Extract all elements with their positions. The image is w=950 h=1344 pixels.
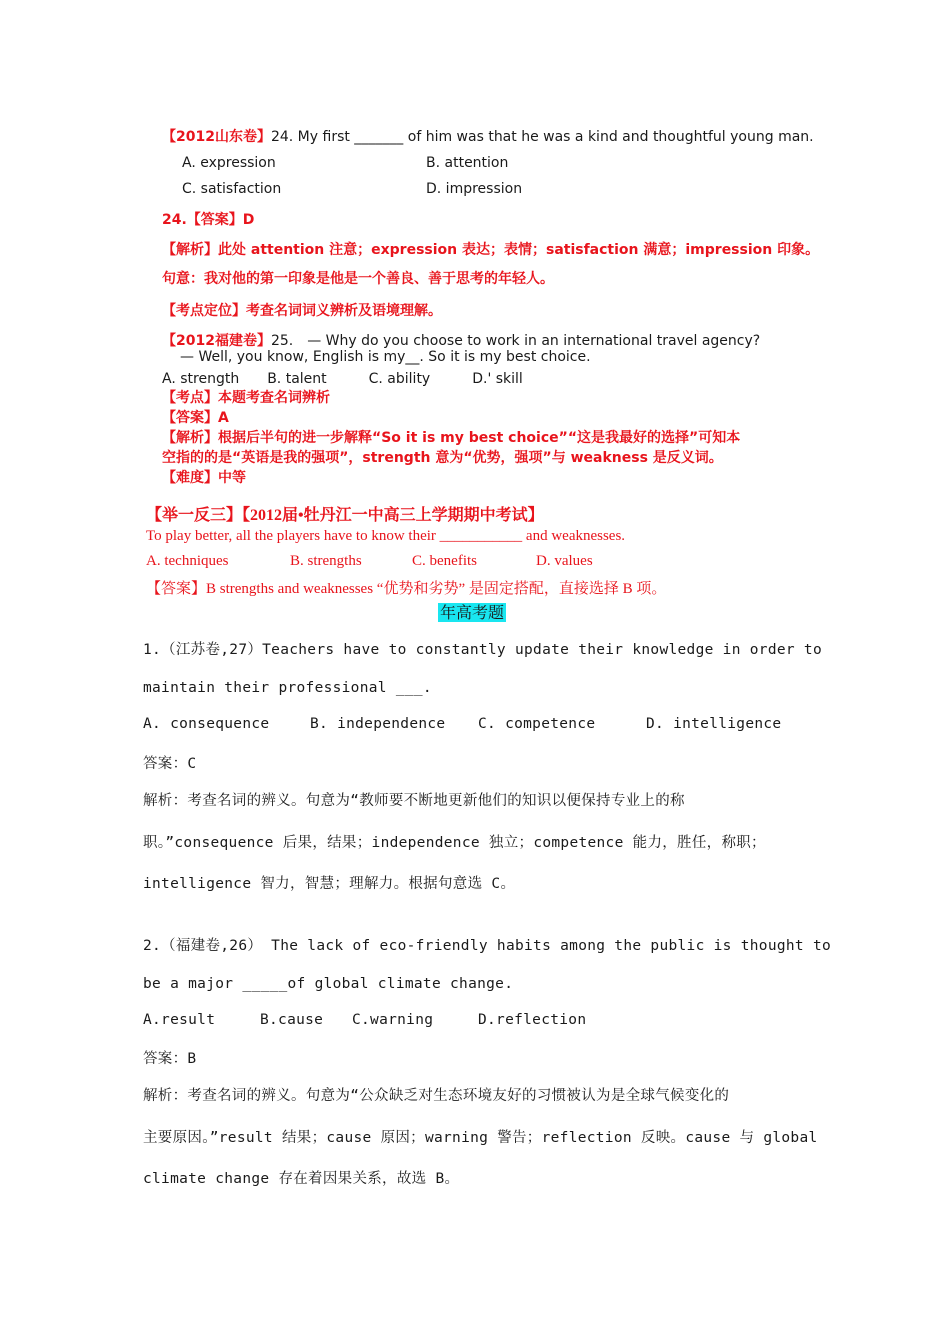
question-24-stem — [162, 126, 814, 146]
q1-option-c: C. competence — [478, 716, 596, 732]
q2-option-b: B.cause — [260, 1012, 324, 1028]
option-a: A. expression — [182, 155, 276, 171]
exam-point: 【考点定位】考查名词词义辨析及语境理解。 — [162, 303, 442, 319]
q2-option-a: A.result — [143, 1012, 216, 1028]
q2-option-d: D.reflection — [478, 1012, 587, 1028]
source-tag: 【2012福建卷】 — [162, 333, 271, 349]
extension-option-d: D. values — [536, 553, 593, 569]
q1-option-a: A. consequence — [143, 716, 270, 732]
q1-explanation-line-1: 解析：考查名词的辨义。句意为“教师要不断地更新他们的知识以便保持专业上的称 — [143, 793, 685, 809]
extension-title: 【举一反三】【2012届•牡丹江一中高三上学期期中考试】 — [146, 507, 544, 524]
explanation-line-2: 句意：我对他的第一印象是他是一个善良、善于思考的年轻人。 — [162, 271, 554, 287]
question-25-reply: — Well, you know, English is my__. So it is my best choice. — [180, 349, 591, 365]
q2-option-c: C.warning — [352, 1012, 434, 1028]
option-b: B. attention — [426, 155, 509, 171]
extension-answer: 【答案】B strengths and weaknesses “优势和劣势” 是固定搭配，直接选择 B 项。 — [146, 581, 667, 597]
options: A. strength B. talent C. ability D.' skill — [162, 371, 523, 387]
source-tag: 【2012山东卷】 — [162, 129, 271, 145]
question-text: 24. My first _______ of him was that he was a kind and thoughtful young man. — [270, 129, 814, 145]
q2-answer: 答案：B — [143, 1051, 197, 1067]
q2-explanation-line-2: 主要原因。”result 结果；cause 原因；warning 警告；reflection 反映。cause 与 global — [143, 1130, 818, 1146]
q2-stem-line-2: be a major _____of global climate change. — [143, 976, 514, 992]
extension-option-c: C. benefits — [412, 553, 477, 569]
q1-explanation-line-3: intelligence 智力，智慧；理解力。根据句意选 C。 — [143, 876, 516, 892]
q1-option-d: D. intelligence — [646, 716, 782, 732]
difficulty: 【难度】中等 — [162, 470, 246, 486]
section-title: 年高考题 — [440, 603, 505, 622]
question-25-stem — [162, 330, 760, 350]
option-d: D. impression — [426, 181, 523, 197]
q2-explanation-line-1: 解析：考查名词的辨义。句意为“公众缺乏对生态环境友好的习惯被认为是全球气候变化的 — [143, 1088, 730, 1104]
answer: 24.【答案】D — [162, 212, 255, 228]
exam-point: 【考点】本题考查名词辨析 — [162, 390, 330, 406]
explanation-line-2: 空指的的是“英语是我的强项”，strength 意为“优势，强项”与 weakness 是反义词。 — [162, 450, 723, 466]
q1-option-b: B. independence — [310, 716, 446, 732]
question-text: 25. — Why do you choose to work in an international travel agency? — [270, 333, 761, 349]
explanation-line-1: 【解析】根据后半句的进一步解释“So it is my best choice”“这是我最好的选择”可知本 — [162, 430, 741, 446]
q2-explanation-line-3: climate change 存在着因果关系，故选 B。 — [143, 1171, 460, 1187]
extension-stem: To play better, all the players have to know their ___________ and weaknesses. — [146, 528, 626, 544]
q2-stem-line-1: 2.（福建卷,26） The lack of eco-friendly habits among the public is thought to — [143, 938, 832, 954]
answer: 【答案】A — [162, 410, 229, 426]
q1-explanation-line-2: 职。”consequence 后果，结果；independence 独立；competence 能力，胜任，称职； — [143, 835, 766, 851]
q1-answer: 答案：C — [143, 756, 197, 772]
q1-stem-line-1: 1.（江苏卷,27）Teachers have to constantly update their knowledge in order to — [143, 642, 822, 658]
extension-option-a: A. techniques — [146, 553, 229, 569]
option-c: C. satisfaction — [182, 181, 282, 197]
explanation-line-1: 【解析】此处 attention 注意；expression 表达；表情；satisfaction 满意；impression 印象。 — [162, 242, 820, 258]
q1-stem-line-2: maintain their professional ___. — [143, 680, 432, 696]
extension-option-b: B. strengths — [290, 553, 362, 569]
